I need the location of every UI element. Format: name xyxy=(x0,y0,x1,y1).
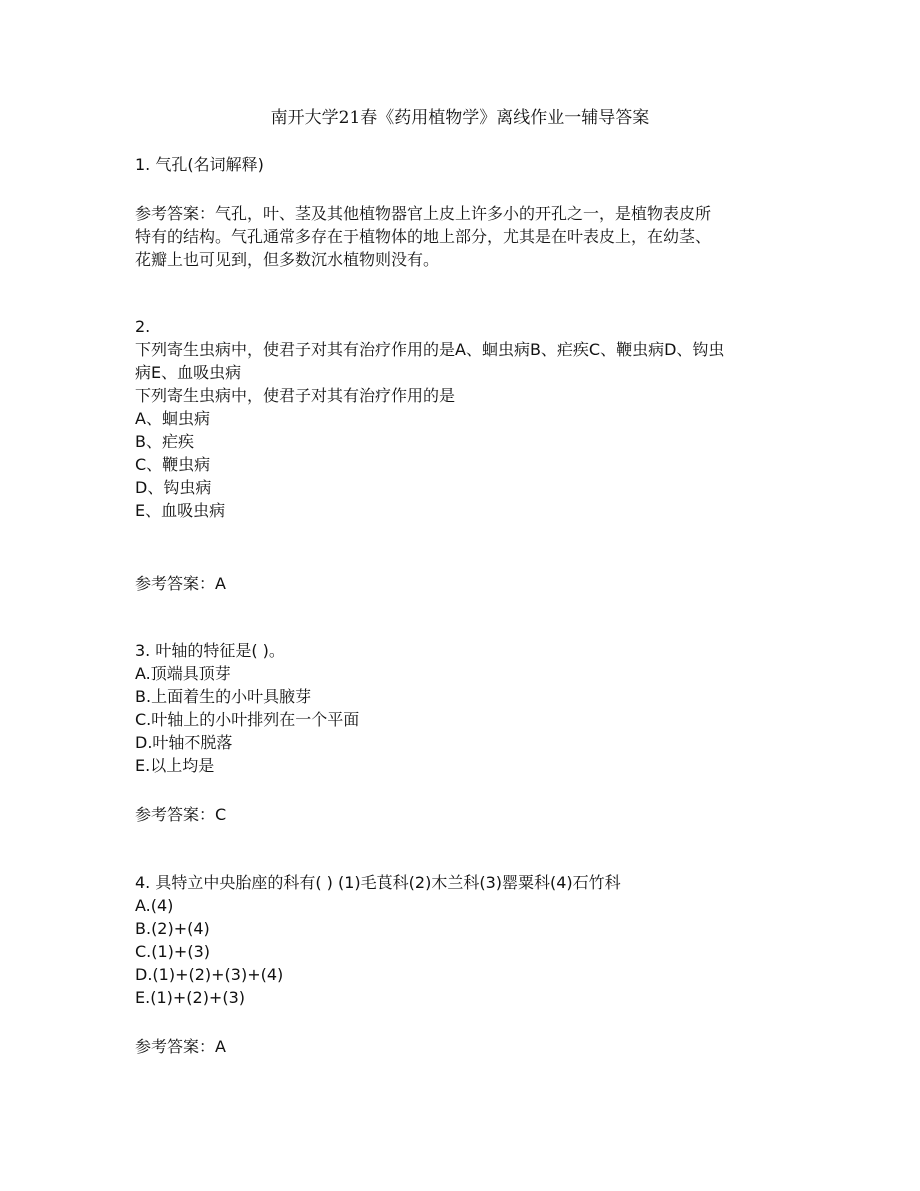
question-2 xyxy=(135,315,805,522)
question-4-option-a: A.(4) xyxy=(135,896,174,915)
answer-1-line-1: 参考答案：气孔，叶、茎及其他植物器官上皮上许多小的开孔之一，是植物表皮所 xyxy=(135,204,712,223)
question-2-line-1: 下列寄生虫病中，使君子对其有治疗作用的是A、蛔虫病B、疟疾C、鞭虫病D、钩虫 xyxy=(135,340,725,359)
question-2-line-2: 病E、血吸虫病 xyxy=(135,363,242,382)
question-3-option-b: B.上面着生的小叶具腋芽 xyxy=(135,687,312,706)
question-3-option-c: C.叶轴上的小叶排列在一个平面 xyxy=(135,710,360,729)
answer-2-text: 参考答案：A xyxy=(135,574,226,593)
question-4-option-e: E.(1)+(2)+(3) xyxy=(135,988,245,1007)
question-3 xyxy=(135,639,805,777)
question-2-option-d: D、钩虫病 xyxy=(135,478,212,497)
document-title: 南开大学21春《药用植物学》离线作业一辅导答案 xyxy=(270,108,650,128)
question-4-text: 4. 具特立中央胎座的科有( ) (1)毛茛科(2)木兰科(3)罂粟科(4)石竹科 xyxy=(135,873,621,892)
answer-3-text: 参考答案：C xyxy=(135,805,227,824)
question-2-line-3: 下列寄生虫病中，使君子对其有治疗作用的是 xyxy=(135,386,456,405)
answer-4-text: 参考答案：A xyxy=(135,1037,226,1056)
question-3-option-a: A.顶端具顶芽 xyxy=(135,664,231,683)
question-1-text: 1. 气孔(名词解释) xyxy=(135,155,264,174)
answer-1-line-2: 特有的结构。气孔通常多存在于植物体的地上部分，尤其是在叶表皮上，在幼茎、 xyxy=(135,227,712,246)
question-4 xyxy=(135,871,805,1009)
question-3-text: 3. 叶轴的特征是( )。 xyxy=(135,641,285,660)
question-1 xyxy=(135,153,805,176)
question-2-option-b: B、疟疾 xyxy=(135,432,194,451)
question-2-option-c: C、鞭虫病 xyxy=(135,455,211,474)
question-4-option-b: B.(2)+(4) xyxy=(135,919,210,938)
answer-2 xyxy=(135,572,805,595)
answer-4 xyxy=(135,1035,805,1058)
question-2-option-a: A、蛔虫病 xyxy=(135,409,210,428)
answer-1-line-3: 花瓣上也可见到，但多数沉水植物则没有。 xyxy=(135,250,440,269)
answer-3 xyxy=(135,803,805,826)
question-2-number: 2. xyxy=(135,317,151,336)
question-2-option-e: E、血吸虫病 xyxy=(135,501,226,520)
question-3-option-d: D.叶轴不脱落 xyxy=(135,733,233,752)
question-3-option-e: E.以上均是 xyxy=(135,756,215,775)
answer-1 xyxy=(135,202,805,271)
question-4-option-c: C.(1)+(3) xyxy=(135,942,210,961)
question-4-option-d: D.(1)+(2)+(3)+(4) xyxy=(135,965,284,984)
